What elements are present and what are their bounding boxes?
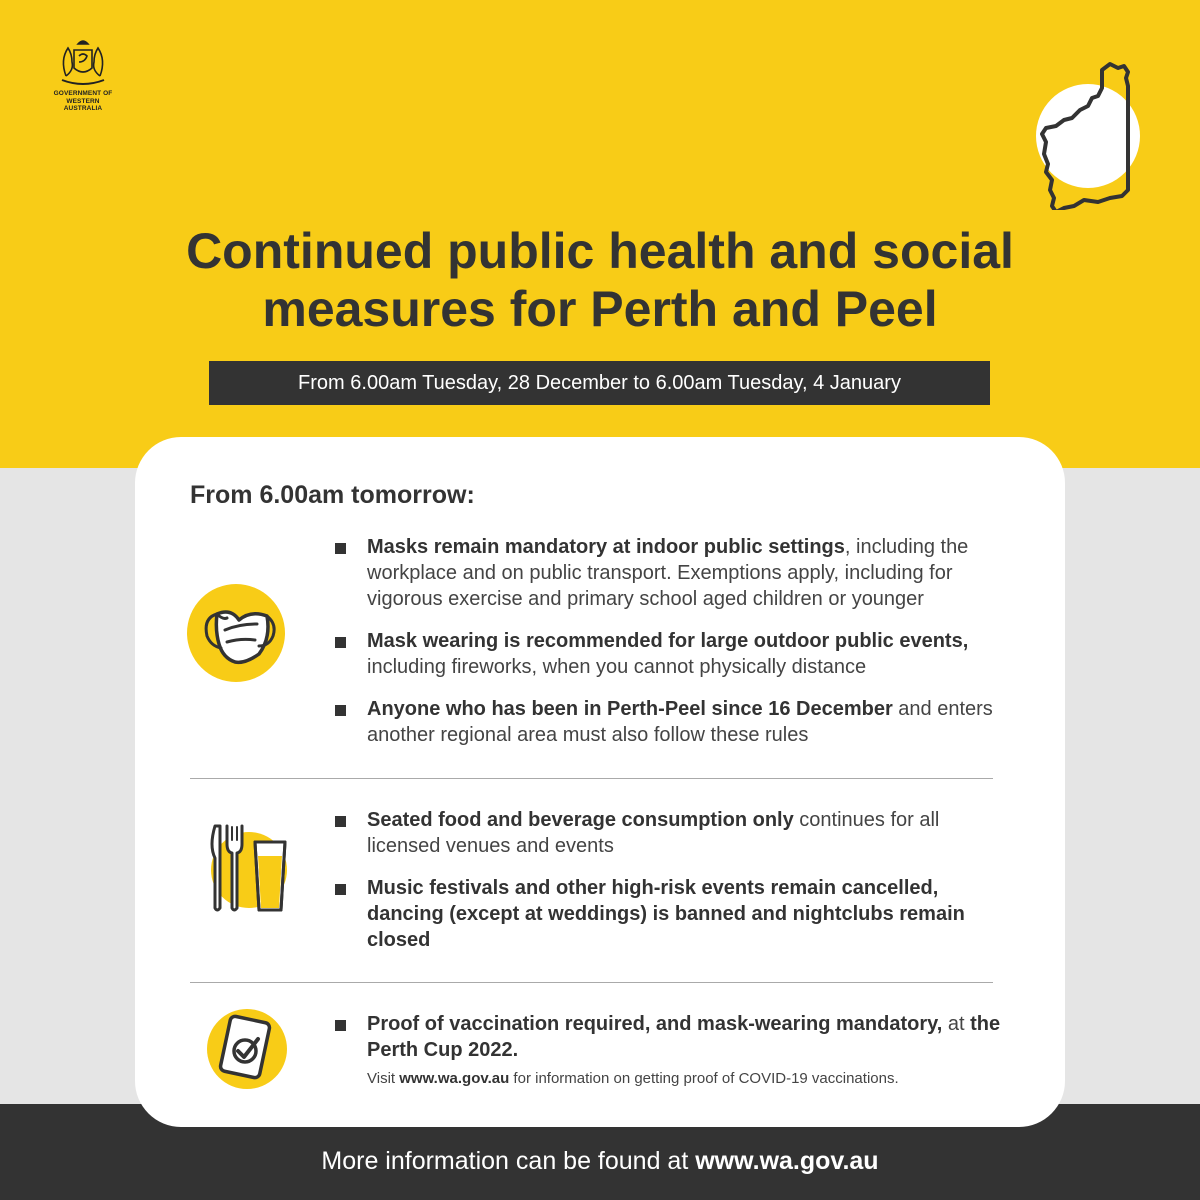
note-text: Visit: [367, 1070, 400, 1087]
face-mask-icon: [187, 584, 285, 682]
date-range-banner: From 6.00am Tuesday, 28 December to 6.00am Tuesday, 4 January: [209, 361, 990, 405]
list-item: [333, 807, 1013, 859]
bullet-bold-text: Mask wearing is recommended for large outdoor public events,: [367, 630, 969, 652]
card-heading: From 6.00am tomorrow:: [190, 481, 475, 509]
bullet-square-icon: [335, 637, 346, 648]
bullet-square-icon: [335, 543, 346, 554]
bullet-square-icon: [335, 1020, 346, 1031]
venues-bullet-list: [333, 807, 1013, 953]
bullet-text: at: [942, 1013, 971, 1035]
bullet-bold-text: the Perth Cup 2022.: [367, 1013, 1001, 1061]
masks-bullet-list: [333, 534, 1013, 748]
bullet-text: and enters another regional area must also follow these rules: [367, 698, 993, 746]
vaccination-note: [367, 1069, 1013, 1089]
bullet-text: , including the workplace and on public transport. Exemptions apply, including for vigorous exercise and primary school aged children or younger: [367, 536, 969, 610]
logo-line-2: WESTERN AUSTRALIA: [63, 97, 103, 112]
bullet-bold-text: Masks remain mandatory at indoor public settings: [367, 536, 845, 558]
bullet-bold-text: Seated food and beverage consumption only: [367, 809, 794, 831]
vaccination-bullet-list: [333, 1011, 1013, 1089]
bullet-square-icon: [335, 816, 346, 827]
list-item: [333, 875, 1013, 953]
list-item: [333, 696, 1013, 748]
bullet-bold-text: Anyone who has been in Perth-Peel since 16 December: [367, 698, 893, 720]
title-line-1: Continued public health and social: [186, 223, 1014, 279]
wa-coat-of-arms-icon: [52, 36, 114, 88]
footer-info: [0, 1146, 1200, 1176]
vaccination-certificate-icon: [205, 1007, 289, 1091]
measures-card: [135, 437, 1065, 1127]
western-australia-map-icon: [1026, 58, 1146, 210]
bullet-bold-text: Music festivals and other high-risk events remain cancelled, dancing (except at weddings) is banned and nightclubs remain closed: [367, 877, 965, 951]
list-item: [333, 628, 1013, 680]
bullet-square-icon: [335, 705, 346, 716]
cutlery-and-beer-icon: [205, 820, 295, 916]
bullet-text: including fireworks, when you cannot physically distance: [367, 656, 867, 678]
government-logo: [48, 36, 118, 113]
list-item: [333, 1011, 1013, 1089]
logo-line-1: GOVERNMENT OF: [53, 90, 113, 97]
note-text: for information on getting proof of COVID-19 vaccinations.: [509, 1070, 899, 1087]
page-title: [0, 222, 1200, 338]
list-item: [333, 534, 1013, 612]
section-divider: [190, 778, 993, 779]
bullet-bold-text: Proof of vaccination required, and mask-wearing mandatory,: [367, 1013, 943, 1035]
bullet-square-icon: [335, 884, 346, 895]
bullet-text: continues for all licensed venues and events: [367, 809, 940, 857]
footer-link[interactable]: www.wa.gov.au: [695, 1147, 879, 1175]
note-link[interactable]: www.wa.gov.au: [399, 1070, 510, 1087]
section-divider: [190, 982, 993, 983]
title-line-2: measures for Perth and Peel: [262, 281, 938, 337]
footer-text: More information can be found at: [321, 1147, 696, 1175]
